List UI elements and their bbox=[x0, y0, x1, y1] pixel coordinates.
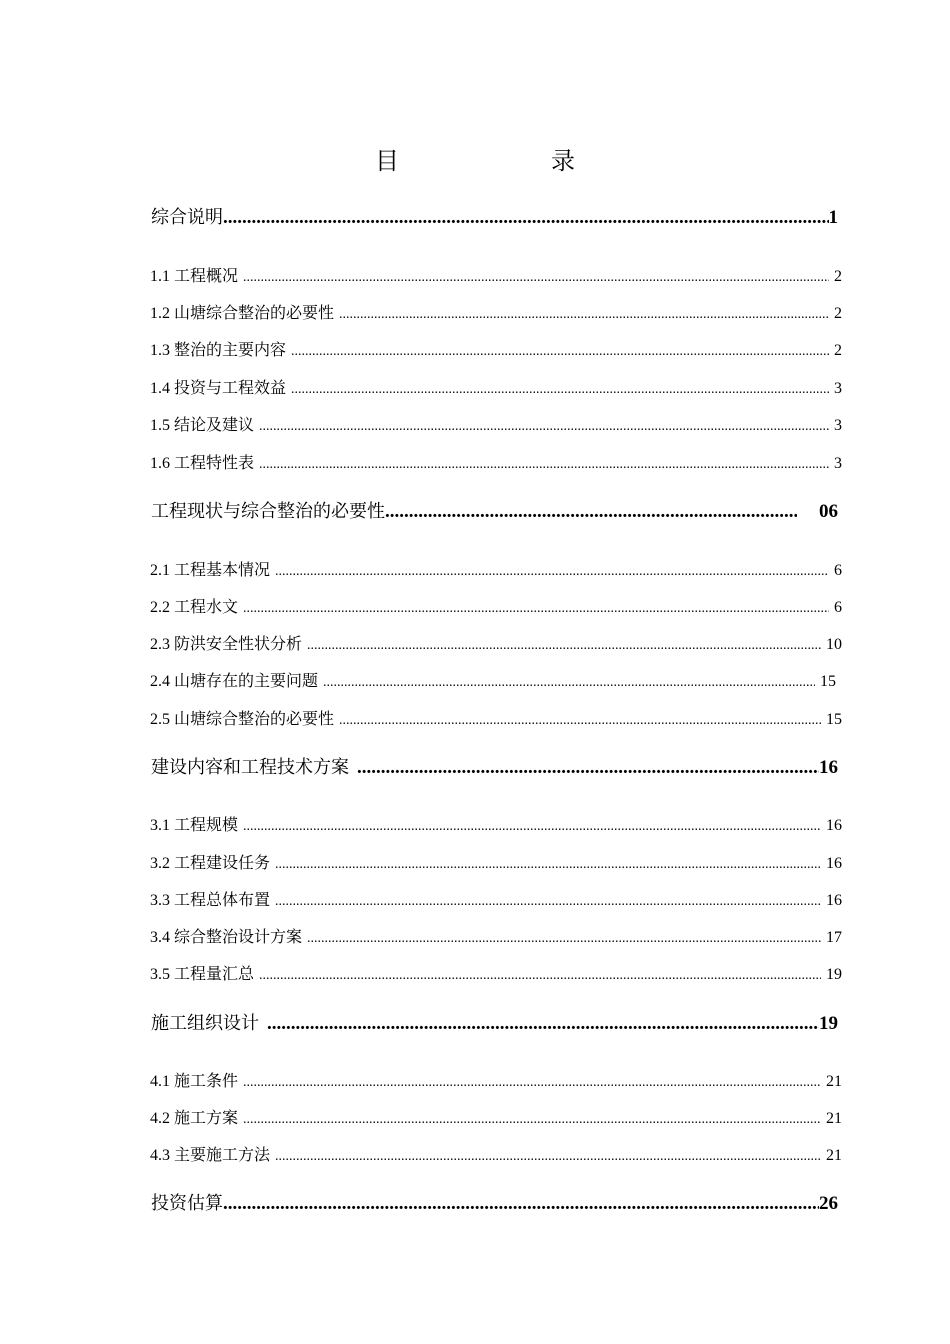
dot-leader bbox=[357, 757, 819, 779]
chapter-label: 综合说明 bbox=[151, 207, 223, 228]
toc-chapter-2[interactable] bbox=[151, 497, 838, 523]
section-label: 3.2 工程建设任务 bbox=[150, 855, 271, 872]
chapter-page: 26 bbox=[819, 1193, 838, 1214]
toc-section-2-3[interactable] bbox=[150, 631, 842, 653]
toc-section-1-2[interactable] bbox=[150, 300, 842, 322]
dot-leader bbox=[339, 713, 821, 729]
dot-leader bbox=[307, 931, 821, 947]
dot-leader bbox=[275, 1149, 821, 1165]
section-page: 6 bbox=[834, 599, 842, 616]
section-label: 1.2 山塘综合整治的必要性 bbox=[150, 305, 335, 322]
dot-leader bbox=[243, 819, 821, 835]
toc-chapter-1[interactable] bbox=[151, 203, 838, 229]
section-page: 3 bbox=[834, 380, 842, 397]
toc-chapter-3[interactable] bbox=[151, 753, 838, 779]
section-label: 2.2 工程水文 bbox=[150, 599, 239, 616]
toc-section-1-1[interactable] bbox=[150, 263, 842, 285]
toc-section-4-2[interactable] bbox=[150, 1105, 842, 1127]
dot-leader bbox=[259, 419, 829, 435]
dot-leader bbox=[267, 1013, 819, 1035]
section-label: 4.3 主要施工方法 bbox=[150, 1147, 271, 1164]
dot-leader bbox=[291, 344, 829, 360]
section-label: 3.3 工程总体布置 bbox=[150, 892, 271, 909]
section-label: 2.4 山塘存在的主要问题 bbox=[150, 673, 319, 690]
toc-section-4-3[interactable] bbox=[150, 1142, 842, 1164]
section-label: 3.5 工程量汇总 bbox=[150, 966, 255, 983]
chapter-page: 1 bbox=[828, 207, 838, 228]
dot-leader bbox=[323, 675, 815, 691]
dot-leader bbox=[243, 1075, 821, 1091]
toc-section-3-2[interactable] bbox=[150, 850, 842, 872]
toc-section-1-6[interactable] bbox=[150, 450, 842, 472]
chapter-page: 06 bbox=[819, 501, 838, 522]
dot-leader bbox=[291, 382, 829, 398]
chapter-page: 16 bbox=[819, 757, 838, 778]
section-page: 6 bbox=[834, 562, 842, 579]
section-page: 3 bbox=[834, 417, 842, 434]
dot-leader bbox=[275, 857, 821, 873]
section-page: 16 bbox=[826, 817, 842, 834]
toc-section-1-4[interactable] bbox=[150, 375, 842, 397]
section-page: 21 bbox=[826, 1147, 842, 1164]
section-label: 4.2 施工方案 bbox=[150, 1110, 239, 1127]
chapter-page: 19 bbox=[819, 1013, 838, 1034]
section-label: 2.5 山塘综合整治的必要性 bbox=[150, 711, 335, 728]
dot-leader bbox=[223, 1193, 819, 1215]
toc-section-2-2[interactable] bbox=[150, 594, 842, 616]
section-page: 3 bbox=[834, 455, 842, 472]
dot-leader bbox=[339, 307, 829, 323]
toc-section-2-5[interactable] bbox=[150, 706, 842, 728]
section-label: 3.1 工程规模 bbox=[150, 817, 239, 834]
section-page: 2 bbox=[834, 268, 842, 285]
section-label: 3.4 综合整治设计方案 bbox=[150, 929, 303, 946]
chapter-label: 建设内容和工程技术方案 bbox=[151, 757, 349, 778]
toc-section-1-5[interactable] bbox=[150, 412, 842, 434]
toc-section-3-4[interactable] bbox=[150, 924, 842, 946]
section-label: 1.5 结论及建议 bbox=[150, 417, 255, 434]
section-page: 10 bbox=[826, 636, 842, 653]
chapter-label: 投资估算 bbox=[151, 1193, 223, 1214]
dot-leader bbox=[307, 638, 821, 654]
dot-leader bbox=[385, 501, 797, 523]
dot-leader bbox=[243, 270, 829, 286]
section-label: 2.3 防洪安全性状分析 bbox=[150, 636, 303, 653]
chapter-label: 工程现状与综合整治的必要性 bbox=[151, 501, 385, 522]
dot-leader bbox=[243, 1112, 821, 1128]
section-page: 19 bbox=[826, 966, 842, 983]
page-title: 目 录 bbox=[375, 147, 639, 175]
section-page: 21 bbox=[826, 1110, 842, 1127]
section-page: 17 bbox=[826, 929, 842, 946]
section-label: 1.6 工程特性表 bbox=[150, 455, 255, 472]
section-label: 1.3 整治的主要内容 bbox=[150, 342, 287, 359]
dot-leader bbox=[275, 894, 821, 910]
section-label: 4.1 施工条件 bbox=[150, 1073, 239, 1090]
section-page: 21 bbox=[826, 1073, 842, 1090]
toc-chapter-4[interactable] bbox=[151, 1009, 838, 1035]
toc-section-3-3[interactable] bbox=[150, 887, 842, 909]
dot-leader bbox=[259, 968, 821, 984]
section-page: 15 bbox=[826, 711, 842, 728]
section-label: 1.4 投资与工程效益 bbox=[150, 380, 287, 397]
dot-leader bbox=[259, 457, 829, 473]
section-label: 1.1 工程概况 bbox=[150, 268, 239, 285]
toc-section-4-1[interactable] bbox=[150, 1068, 842, 1090]
dot-leader bbox=[223, 207, 829, 229]
section-page: 15 bbox=[820, 673, 836, 690]
section-page: 16 bbox=[826, 855, 842, 872]
chapter-label: 施工组织设计 bbox=[151, 1013, 259, 1034]
section-page: 2 bbox=[834, 305, 842, 322]
toc-section-1-3[interactable] bbox=[150, 337, 842, 359]
toc-section-3-5[interactable] bbox=[150, 961, 842, 983]
section-label: 2.1 工程基本情况 bbox=[150, 562, 271, 579]
toc-chapter-5[interactable] bbox=[151, 1189, 838, 1215]
toc-section-2-1[interactable] bbox=[150, 557, 842, 579]
dot-leader bbox=[243, 601, 829, 617]
section-page: 2 bbox=[834, 342, 842, 359]
dot-leader bbox=[275, 564, 829, 580]
toc-section-2-4[interactable] bbox=[150, 668, 836, 690]
section-page: 16 bbox=[826, 892, 842, 909]
toc-section-3-1[interactable] bbox=[150, 812, 842, 834]
